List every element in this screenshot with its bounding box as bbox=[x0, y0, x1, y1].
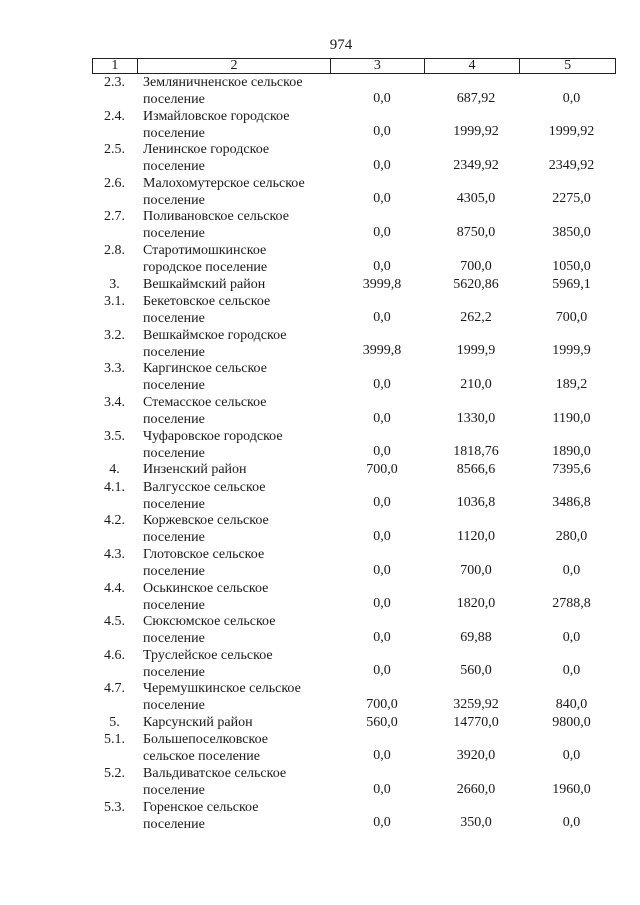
table-row bbox=[92, 428, 616, 462]
table-row bbox=[92, 276, 616, 294]
municipality-name-line-2: поселение bbox=[143, 445, 205, 461]
municipality-name-line-1: Черемушкинское сельское bbox=[143, 681, 301, 697]
municipality-name bbox=[137, 108, 331, 142]
municipality-name bbox=[137, 512, 331, 546]
value-col-4: 1999,92 bbox=[453, 124, 499, 140]
municipality-name-line-1: Малохомутерское сельское bbox=[143, 175, 305, 191]
row-number: 3. bbox=[109, 276, 120, 292]
value-col-5: 7395,6 bbox=[552, 462, 591, 478]
table-row bbox=[92, 461, 616, 479]
value-col-5: 1890,0 bbox=[552, 444, 591, 460]
row-number: 5.3. bbox=[104, 799, 125, 815]
municipality-name-line-1: Каргинское сельское bbox=[143, 361, 267, 377]
table-row bbox=[92, 680, 616, 714]
header-col-2: 2 bbox=[138, 59, 331, 73]
value-col-5: 840,0 bbox=[555, 696, 588, 712]
municipality-name bbox=[137, 580, 331, 614]
value-col-4: 2349,92 bbox=[453, 157, 499, 173]
row-number: 5. bbox=[109, 714, 120, 730]
row-number: 4.6. bbox=[104, 647, 125, 663]
value-col-3: 0,0 bbox=[373, 309, 391, 325]
value-col-4: 1999,9 bbox=[456, 343, 496, 359]
value-col-5: 2788,8 bbox=[552, 596, 591, 612]
municipality-name bbox=[137, 175, 331, 209]
value-col-5: 1960,0 bbox=[552, 781, 591, 797]
row-number: 5.2. bbox=[104, 766, 125, 782]
value-col-4: 687,92 bbox=[456, 90, 496, 106]
value-col-3: 0,0 bbox=[373, 663, 391, 679]
municipality-name-line-2: поселение bbox=[143, 698, 205, 714]
municipality-name-line-1: Горенское сельское bbox=[143, 799, 259, 815]
row-number: 2.3. bbox=[104, 75, 125, 90]
municipality-name bbox=[137, 546, 331, 580]
municipality-name-line-2: поселение bbox=[143, 816, 205, 832]
table-row bbox=[92, 613, 616, 647]
value-col-4: 4305,0 bbox=[456, 191, 496, 207]
value-col-3: 700,0 bbox=[366, 462, 398, 478]
value-col-5: 1999,92 bbox=[548, 124, 595, 140]
table-row bbox=[92, 580, 616, 614]
row-number: 5.1. bbox=[104, 732, 125, 748]
value-col-4: 3259,92 bbox=[453, 696, 499, 712]
table-row bbox=[92, 479, 616, 513]
table-row bbox=[92, 360, 616, 394]
municipality-name-line-1: Чуфаровское городское bbox=[143, 428, 283, 444]
municipality-name-line-1: Стемасское сельское bbox=[143, 394, 267, 410]
value-col-3: 0,0 bbox=[373, 781, 391, 797]
value-col-3: 0,0 bbox=[373, 224, 391, 240]
value-col-3: 0,0 bbox=[373, 495, 391, 511]
value-col-4: 1818,76 bbox=[453, 444, 499, 460]
header-col-1: 1 bbox=[93, 59, 138, 73]
municipality-name-line-2: поселение bbox=[143, 783, 205, 799]
row-number: 3.1. bbox=[104, 294, 125, 310]
municipality-name-line-1: Измайловское городское bbox=[143, 108, 290, 124]
municipality-name-line-2: поселение bbox=[143, 226, 205, 242]
municipality-name-line-1: Вешкаймское городское bbox=[143, 327, 287, 343]
row-number: 2.7. bbox=[104, 209, 125, 225]
row-number: 3.3. bbox=[104, 361, 125, 377]
row-number: 4.4. bbox=[104, 580, 125, 596]
value-col-5: 1999,9 bbox=[552, 343, 591, 359]
municipality-name-line-2: поселение bbox=[143, 378, 205, 394]
value-col-5: 0,0 bbox=[562, 90, 581, 106]
municipality-name-line-2: поселение bbox=[143, 664, 205, 680]
row-number: 4.3. bbox=[104, 546, 125, 562]
value-col-3: 0,0 bbox=[373, 191, 391, 207]
municipality-name-line-2: поселение bbox=[143, 344, 205, 360]
row-number: 2.4. bbox=[104, 108, 125, 124]
table-row bbox=[92, 175, 616, 209]
municipality-name bbox=[137, 428, 331, 462]
municipality-name bbox=[137, 327, 331, 361]
municipality-name-line-2: поселение bbox=[143, 92, 205, 107]
value-col-4: 560,0 bbox=[460, 663, 492, 679]
value-col-5: 3850,0 bbox=[552, 224, 591, 240]
municipality-name bbox=[137, 242, 331, 276]
table-body bbox=[92, 74, 616, 832]
value-col-4: 210,0 bbox=[460, 376, 492, 392]
table-row bbox=[92, 293, 616, 327]
municipality-name bbox=[137, 479, 331, 513]
row-number: 3.4. bbox=[104, 394, 125, 410]
value-col-5: 2349,92 bbox=[548, 157, 595, 173]
municipality-name-line-1: Земляничненское сельское bbox=[143, 75, 303, 90]
municipality-name-line-2: городское поселение bbox=[143, 259, 268, 275]
value-col-4: 1120,0 bbox=[457, 528, 495, 544]
value-col-5: 1050,0 bbox=[552, 258, 591, 274]
municipality-name bbox=[137, 293, 331, 327]
value-col-4: 69,88 bbox=[460, 629, 492, 645]
table-row bbox=[92, 731, 616, 765]
municipality-name bbox=[137, 647, 331, 681]
value-col-5: 1190,0 bbox=[552, 410, 591, 426]
municipality-name-line-1: Глотовское сельское bbox=[143, 546, 265, 562]
value-col-3: 0,0 bbox=[373, 124, 391, 140]
municipality-name-line-1: Большепоселковское bbox=[143, 732, 268, 748]
value-col-4: 5620,86 bbox=[453, 276, 499, 292]
municipality-name bbox=[137, 765, 331, 799]
municipality-name bbox=[137, 714, 331, 732]
value-col-5: 700,0 bbox=[555, 309, 588, 325]
value-col-3: 0,0 bbox=[373, 815, 391, 831]
value-col-5: 5969,1 bbox=[552, 276, 591, 292]
row-number: 4.7. bbox=[104, 681, 125, 697]
municipality-name-line-2: поселение bbox=[143, 496, 205, 512]
municipality-name bbox=[137, 360, 331, 394]
row-number: 3.2. bbox=[104, 327, 125, 343]
value-col-3: 0,0 bbox=[373, 629, 391, 645]
value-col-3: 700,0 bbox=[366, 696, 398, 712]
municipality-name-line-2: поселение bbox=[143, 411, 205, 427]
table-row bbox=[92, 546, 616, 580]
value-col-3: 0,0 bbox=[373, 410, 391, 426]
value-col-3: 0,0 bbox=[373, 528, 391, 544]
municipality-name bbox=[137, 141, 331, 175]
table-row bbox=[92, 512, 616, 546]
municipality-name-line-1: Ленинское городское bbox=[143, 142, 270, 158]
municipality-name-line-1: Коржевское сельское bbox=[143, 513, 269, 529]
row-number: 2.6. bbox=[104, 175, 125, 191]
page-number: 974 bbox=[329, 37, 353, 53]
table-row bbox=[92, 108, 616, 142]
municipality-name-line-2: поселение bbox=[143, 530, 205, 546]
municipality-name bbox=[137, 461, 331, 479]
municipality-name-line-2: поселение bbox=[143, 631, 205, 647]
value-col-4: 8750,0 bbox=[456, 224, 496, 240]
table-row bbox=[92, 208, 616, 242]
row-number: 2.8. bbox=[104, 242, 125, 258]
table-row bbox=[92, 242, 616, 276]
value-col-5: 3486,8 bbox=[552, 495, 591, 511]
header-col-3: 3 bbox=[331, 59, 425, 73]
value-col-3: 0,0 bbox=[373, 748, 391, 764]
row-number: 2.5. bbox=[104, 142, 125, 158]
value-col-4: 1820,0 bbox=[456, 596, 496, 612]
value-col-4: 8566,6 bbox=[456, 462, 496, 478]
municipality-name bbox=[137, 394, 331, 428]
value-col-3: 0,0 bbox=[373, 157, 391, 173]
value-col-4: 350,0 bbox=[460, 815, 492, 831]
row-number: 4.5. bbox=[104, 614, 125, 630]
value-col-5: 0,0 bbox=[562, 815, 581, 831]
table-row bbox=[92, 714, 616, 732]
value-col-4: 1330,0 bbox=[456, 410, 496, 426]
value-col-4: 14770,0 bbox=[453, 714, 499, 730]
value-col-4: 700,0 bbox=[460, 562, 492, 578]
table-header bbox=[92, 58, 616, 74]
municipality-name bbox=[137, 731, 331, 765]
row-number: 4. bbox=[109, 462, 120, 478]
value-col-3: 0,0 bbox=[373, 562, 391, 578]
table-row bbox=[92, 647, 616, 681]
municipality-name-line-1: Вальдиватское сельское bbox=[143, 766, 287, 782]
municipality-name-line-1: Вешкаймский район bbox=[143, 276, 266, 292]
value-col-3: 3999,8 bbox=[362, 276, 402, 292]
header-col-5: 5 bbox=[564, 58, 572, 73]
row-number: 3.5. bbox=[104, 428, 125, 444]
value-col-4: 3920,0 bbox=[456, 748, 496, 764]
value-col-3: 0,0 bbox=[373, 444, 391, 460]
value-col-5: 9800,0 bbox=[552, 714, 591, 730]
municipality-name-line-2: поселение bbox=[143, 597, 205, 613]
table-row bbox=[92, 765, 616, 799]
municipality-name-line-1: Труслейское сельское bbox=[143, 647, 273, 663]
municipality-name-line-1: Инзенский район bbox=[143, 462, 247, 478]
municipality-name-line-2: поселение bbox=[143, 159, 205, 175]
value-col-5: 189,2 bbox=[555, 376, 588, 392]
municipality-name-line-1: Старотимошкинское bbox=[143, 242, 267, 258]
table-row bbox=[92, 799, 616, 833]
municipality-name-line-1: Сюксюмское сельское bbox=[143, 614, 276, 630]
value-col-5: 0,0 bbox=[562, 663, 581, 679]
value-col-5: 0,0 bbox=[562, 562, 581, 578]
value-col-4: 2660,0 bbox=[456, 781, 496, 797]
value-col-3: 0,0 bbox=[373, 90, 391, 106]
row-number: 4.2. bbox=[104, 513, 125, 529]
value-col-4: 700,0 bbox=[460, 258, 492, 274]
value-col-5: 0,0 bbox=[562, 629, 581, 645]
municipality-name-line-2: поселение bbox=[143, 125, 205, 141]
table-row bbox=[92, 141, 616, 175]
municipality-name bbox=[137, 276, 331, 294]
table-row bbox=[92, 74, 616, 108]
municipality-name bbox=[137, 74, 331, 108]
value-col-4: 1036,8 bbox=[456, 495, 496, 511]
value-col-3: 0,0 bbox=[373, 258, 391, 274]
value-col-3: 0,0 bbox=[373, 376, 391, 392]
municipality-name-line-1: Валгусское сельское bbox=[143, 479, 266, 495]
municipality-name bbox=[137, 613, 331, 647]
row-number: 4.1. bbox=[104, 479, 125, 495]
municipality-name-line-1: Поливановское сельское bbox=[143, 209, 289, 225]
municipality-name-line-2: сельское поселение bbox=[143, 749, 260, 765]
value-col-5: 280,0 bbox=[555, 528, 588, 544]
municipality-name bbox=[137, 680, 331, 714]
table-row bbox=[92, 394, 616, 428]
value-col-3: 0,0 bbox=[373, 596, 391, 612]
municipality-name-line-2: поселение bbox=[143, 311, 205, 327]
header-col-4: 4 bbox=[425, 59, 521, 73]
municipality-name-line-2: поселение bbox=[143, 192, 205, 208]
value-col-5: 0,0 bbox=[562, 748, 581, 764]
municipality-name bbox=[137, 799, 331, 833]
municipality-name-line-2: поселение bbox=[143, 563, 205, 579]
municipality-name-line-1: Карсунский район bbox=[143, 714, 253, 730]
value-col-3: 560,0 bbox=[366, 714, 398, 730]
value-col-5: 2275,0 bbox=[552, 191, 591, 207]
value-col-4: 262,2 bbox=[460, 309, 492, 325]
municipality-name-line-1: Бекетовское сельское bbox=[143, 294, 271, 310]
table-row bbox=[92, 327, 616, 361]
value-col-3: 3999,8 bbox=[362, 343, 402, 359]
municipality-name bbox=[137, 208, 331, 242]
budget-table bbox=[92, 58, 616, 832]
municipality-name-line-1: Оськинское сельское bbox=[143, 580, 269, 596]
